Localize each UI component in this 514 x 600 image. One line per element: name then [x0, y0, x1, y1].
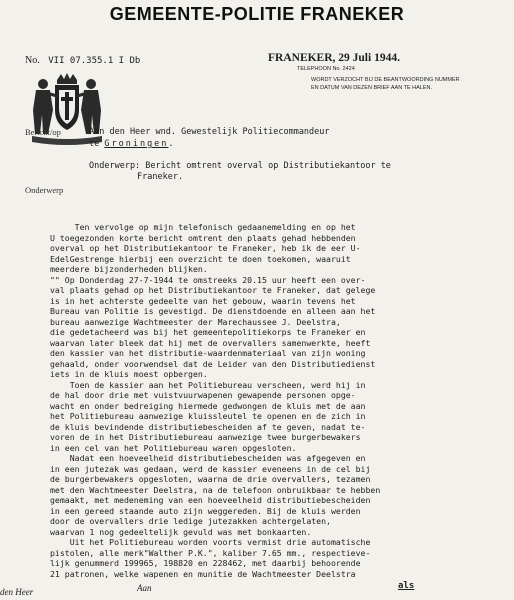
footer-left: den Heer	[0, 587, 34, 597]
reply-notice	[311, 76, 501, 93]
addressee-line-2	[89, 139, 174, 149]
bericht-label: Bericht/op	[25, 127, 61, 137]
subject-line-2: Franeker.	[137, 172, 184, 182]
addressee-suffix: .	[168, 139, 174, 149]
reference-number	[25, 55, 140, 66]
reference-value: VII 07.355.1 I Db	[48, 56, 141, 66]
letterhead-title: GEMEENTE-POLITIE FRANEKER	[109, 4, 405, 24]
subject-margin-label: Onderwerp	[25, 185, 64, 195]
place-date: FRANEKER, 29 Juli 1944.	[268, 52, 400, 64]
footer-middle: Aan	[137, 583, 152, 593]
addressee-prefix: te	[89, 139, 105, 149]
subject-line-1: Onderwerp: Bericht omtrent overval op Distributiekantoor te	[89, 161, 391, 171]
telephone-number: TELEPHOON No. 2424	[297, 66, 355, 72]
reply-notice-line-2: EN DATUM VAN DEZEN BRIEF AAN TE HALEN.	[311, 85, 433, 92]
addressee-line-1: Aan den Heer wnd. Gewestelijk Politiecommandeur	[89, 127, 330, 137]
reference-label: No.	[25, 55, 40, 66]
letter-body: Ten vervolge op mijn telefonisch gedaanemelding en op het U toegezonden korte bericht omtrent den plaats gehad hebbenden overval op het Distributiekantoor te Franeker, heb ik de eer U- EdelGestrenge hierbij een overzicht te doen toekomen, waaruit meerdere bijzonderheden blijken. "" Op Donderdag 27-7-1944 te omstreeks 20.15 uur heeft een over- val plaats gehad op het Distributiekantoor te Franeker, dat gelege is in het achterste gedeelte van het gebouw, waarin tevens het Bureau van Politie is gevestigd. De dienstdoende en alleen aan het bureau aanwezige Wachtmeester der Marechaussee J. Deelstra, die gedetacheerd was bij het gemeentepolitiekorps te Franeker en waarvan later bleek dat hij met de overvallers samenwerkte, heeft den kassier van het distributie-waardenmateriaal van zijn woning gehaald, onder voorwendsel dat de Leider van den Distributiedienst iets in de kluis moest opbergen. Toen de kassier aan het Politiebureau verscheen, werd hij in de hal door drie met vuistvuurwapenen gewapende personen opge- wacht en onder bedreiging hiermede gedwongen de kluis met de aan het Politiebureau aanwezige kluissleutel te openen en de zich in de kluis bevindende distributiebescheiden af te geven, nadat te- voren de in het Distributiebureau aanwezige twee burgerbewakers in een cel van het Politiebureau waren opgesloten. Nadat een hoeveelheid distributiebescheiden was afgegeven en in een jutezak was gedaan, werd de kassier eveneens in de cel bij de burgerbewakers opgesloten, waarna de drie overvallers, tezamen met den Wachtmeester Deelstra, na de telefoon onbruikbaar te hebben gemaakt, met medeneming van een hoeveelheid distributiebescheiden in een gereed staande auto zijn weggereden. Bij de kluis werden door de overvallers drie ledige jutezakken achtergelaten, waarvan 1 nog gedeeltelijk gevuld was met bonkaarten. Uit het Politiebureau worden voorts vermist drie automatische pistolen, alle merk"Walther P.K.", kaliber 7.65 mm., respectieve- lijk genummerd 199965, 198820 en 228462, met daarbij behoorende 21 patronen, welke wapenen en munitie de Wachtmeester Deelstra	[50, 222, 381, 579]
addressee-city: Groningen	[104, 139, 169, 149]
reply-notice-line-1: WORDT VERZOCHT BIJ DE BEANTWOORDING NUMMER	[311, 77, 460, 83]
footer-right: als	[398, 581, 415, 591]
